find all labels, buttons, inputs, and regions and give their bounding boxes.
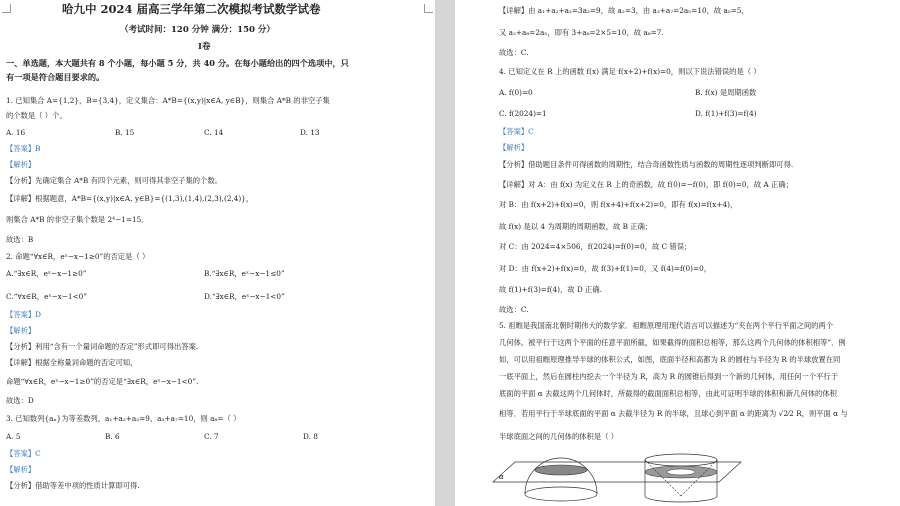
cone-section bbox=[667, 469, 695, 475]
q1-final: 故选：B bbox=[6, 235, 34, 244]
q5-stem: 一底平面上，然后在圆柱内挖去一个半径为 R，高为 R 的圆锥后得到一个新的几何体，用任何一个平行于 bbox=[499, 372, 839, 381]
q2-option-a: A.“∃x∈R，eˣ−x−1≥0” bbox=[6, 269, 87, 278]
q1-option-b: B. 15 bbox=[115, 128, 135, 137]
q3-option-d: D. 8 bbox=[303, 432, 318, 441]
cylinder-bottom bbox=[645, 496, 717, 502]
q1-stem: 的个数是（ ）个。 bbox=[6, 111, 67, 120]
document-page-2 bbox=[455, 0, 900, 506]
q5-stem: 如，可以用祖暅原理推导半球的体积公式，如图，底面半径和高都为 R 的圆柱与半径为 R 的半球放置在同 bbox=[499, 355, 841, 364]
exam-title: 哈九中 2024 届高三学年第二次模拟考试数学试卷 bbox=[62, 2, 321, 16]
q4-detail: 故 f(x) 是以 4 为周期的周期函数，故 B 正确； bbox=[499, 222, 653, 231]
q4-detail: 对 C：由 2024=4×506，f(2024)=f(0)=0，故 C 错误； bbox=[499, 242, 692, 251]
exam-subtitle: （考试时间：120 分钟 满分：150 分） bbox=[120, 25, 275, 35]
plane-label: α bbox=[499, 473, 504, 481]
q2-stem: 2. 命题“∀x∈R，eˣ−x−1≥0”的否定是（ ） bbox=[6, 252, 150, 261]
q3-option-a: A. 5 bbox=[6, 432, 21, 441]
q5-stem: 几何体，被平行于这两个平面的任意平面所截，如果截得的面积总相等，那么这两个几何体的体积相等”．例 bbox=[499, 338, 846, 347]
q4-option-a: A. f(0)=0 bbox=[499, 88, 533, 97]
q5-stem: 5. 祖暅是我国南北朝时期伟大的数学家．祖暅原理用现代语言可以描述为“夹在两个平行平面之间的两个 bbox=[499, 321, 834, 330]
q2-answer: 【答案】D bbox=[6, 310, 42, 319]
q2-option-c: C.“∀x∈R，eˣ−x−1<0” bbox=[6, 292, 87, 301]
q1-conclusion: 则集合 A*B 的非空子集个数是 2⁴−1=15． bbox=[6, 215, 149, 224]
q2-conclusion: 命题“∀x∈R，eˣ−x−1≥0”的否定是“∃x∈R，eˣ−x−1<0”. bbox=[6, 377, 199, 386]
q4-detail: 【详解】对 A：由 f(x) 为定义在 R 上的奇函数，故 f(0)=−f(0)，即 f(0)=0，故 A 正确； bbox=[499, 180, 793, 189]
q4-stem: 4. 已知定义在 R 上的函数 f(x) 满足 f(x+2)+f(x)=0，则以下说法错误的是（ ） bbox=[499, 67, 761, 76]
q4-detail: 故 f(1)+f(3)=f(4)，故 D 正确. bbox=[499, 285, 602, 294]
q4-answer: 【答案】C bbox=[499, 127, 534, 136]
q4-analysis-label: 【解析】 bbox=[499, 143, 529, 152]
q3-option-c: C. 7 bbox=[204, 432, 219, 441]
q2-option-b: B.“∃x∈R，eˣ−x−1≤0” bbox=[204, 269, 285, 278]
q1-option-c: C. 14 bbox=[204, 128, 224, 137]
q2-final: 故选：D bbox=[6, 396, 34, 405]
q3-analysis: 【分析】借助等差中项的性质计算即可得. bbox=[6, 481, 140, 490]
q5-stem: 相等．若用平行于半球底面的平面 α 去截半径为 R 的半球，且球心到平面 α 的距离为 √2⁄2 R，则平面 α 与 bbox=[499, 409, 848, 418]
q4-option-d: D. f(1)+f(3)=f(4) bbox=[695, 109, 757, 118]
q1-option-a: A. 16 bbox=[6, 128, 26, 137]
q1-analysis-label: 【解析】 bbox=[6, 160, 36, 169]
q2-option-d: D.“∃x∈R，eˣ−x−1<0” bbox=[204, 292, 285, 301]
q1-stem: 1. 已知集合 A={1,2}，B={3,4}，定义集合：A*B={(x,y)|x∈A, y∈B}，则集合 A*B 的非空子集 bbox=[6, 96, 330, 105]
q4-detail: 对 D：由 f(x+2)+f(x)=0，故 f(3)+f(1)=0，又 f(4)=f(0)=0， bbox=[499, 264, 712, 273]
q4-final: 故选：C. bbox=[499, 305, 529, 314]
q2-analysis: 【分析】利用“含有一个量词命题的否定”形式即可得出答案. bbox=[6, 342, 199, 351]
q4-detail: 对 B：由 f(x+2)+f(x)=0，则 f(x+4)+f(x+2)=0，即有 f(x)=f(x+4)， bbox=[499, 200, 738, 209]
hemisphere-section bbox=[535, 465, 587, 475]
q3-stem: 3. 已知数列{aₙ}为等差数列，a₁+a₂+a₃=9，a₃+a₇=10，则 a₈=（ ） bbox=[6, 414, 241, 423]
q3-detail: 【详解】由 a₁+a₂+a₃=3a₂=9，故 a₂=3，由 a₃+a₇=2a₅=10，故 a₅=5， bbox=[499, 6, 749, 15]
q5-stem: 半球底面之间的几何体的体积是（ ） bbox=[499, 432, 619, 441]
q1-detail: 【详解】根据题意，A*B={(x,y)|x∈A, y∈B}={(1,3),(1,4),(2,3),(2,4)}， bbox=[6, 194, 254, 203]
q1-analysis: 【分析】先确定集合 A*B 有四个元素，则可得其非空子集的个数。 bbox=[6, 176, 222, 185]
crop-mark bbox=[424, 4, 433, 13]
q4-option-b: B. f(x) 是周期函数 bbox=[695, 88, 757, 97]
section-heading: 一、单选题，本大题共有 8 个小题，每小题 5 分，共 40 分。在每小题给出的四个选项中，只 bbox=[6, 58, 349, 68]
q3-final: 故选：C. bbox=[499, 48, 529, 57]
q3-analysis-label: 【解析】 bbox=[6, 465, 36, 474]
q3-detail: 又 a₂+a₈=2a₅，即有 3+a₈=2×5=10，故 a₈=7. bbox=[499, 28, 664, 37]
q3-answer: 【答案】C bbox=[6, 449, 41, 458]
q1-option-d: D. 13 bbox=[300, 128, 320, 137]
hemisphere-base bbox=[525, 487, 597, 501]
q2-detail: 【详解】根据全称量词命题的否定可知， bbox=[6, 358, 138, 367]
volume-label: I卷 bbox=[198, 42, 211, 52]
crop-mark bbox=[2, 4, 11, 13]
q5-figure bbox=[491, 450, 751, 506]
section-heading: 有一项是符合题目要求的。 bbox=[6, 72, 105, 82]
q3-option-b: B. 6 bbox=[105, 432, 120, 441]
q5-stem: 底面的平面 α 去截这两个几何体时，所截得的截面面积总相等，由此可证明半球的体积和新几何体的体积 bbox=[499, 389, 837, 398]
hemisphere-surface bbox=[525, 458, 597, 494]
document-page-1 bbox=[0, 0, 435, 506]
q2-analysis-label: 【解析】 bbox=[6, 326, 36, 335]
q4-option-c: C. f(2024)=1 bbox=[499, 109, 547, 118]
q1-answer: 【答案】B bbox=[6, 144, 41, 153]
q4-analysis: 【分析】借助题目条件可得函数的周期性，结合奇函数性质与函数的周期性逐项判断即可得. bbox=[499, 160, 794, 169]
cylinder-top bbox=[645, 454, 717, 466]
